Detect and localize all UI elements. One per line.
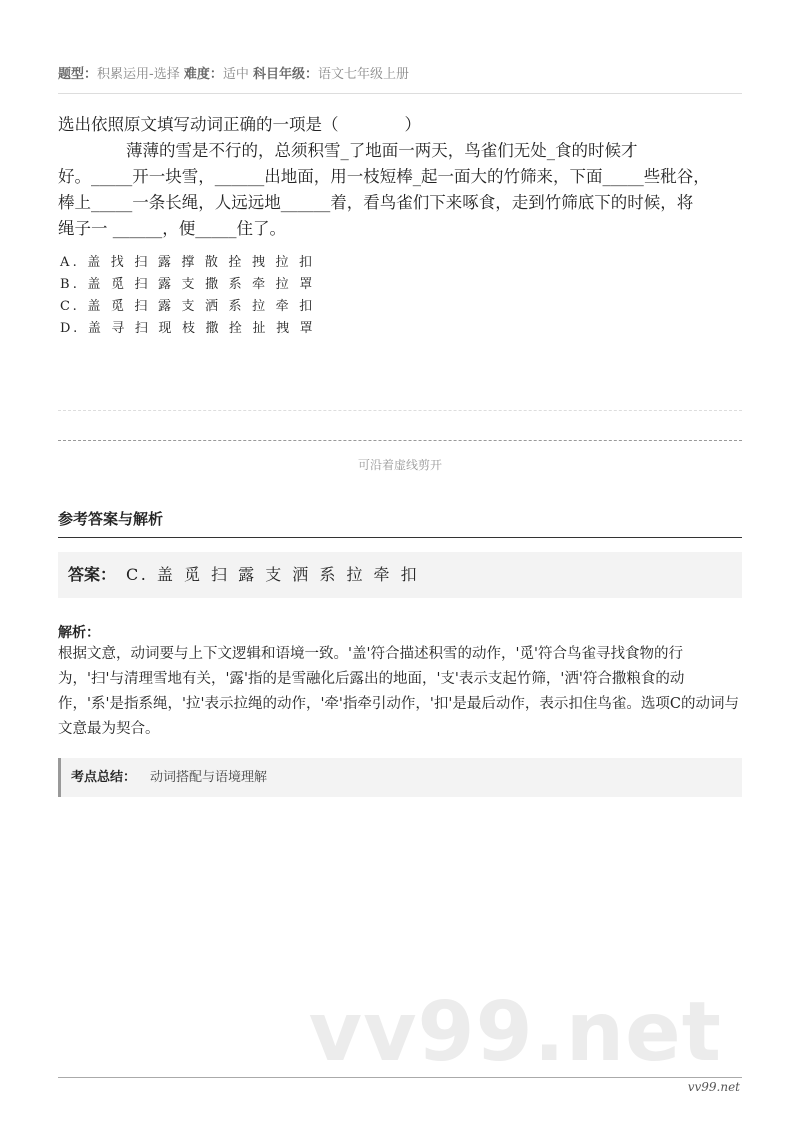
cut-line [58, 440, 742, 441]
watermark: vv99.net [308, 985, 722, 1080]
question [58, 112, 748, 242]
question-stem: 选出依照原文填写动词正确的一项是（ ） [58, 115, 421, 134]
summary-label: 考点总结： [71, 770, 137, 785]
option-a: A. 盖 找 扫 露 撑 散 拴 拽 拉 扣 [60, 255, 316, 270]
grade-label: 科目年级： [253, 67, 319, 82]
option-d: D. 盖 寻 扫 现 枝 撒 拴 扯 拽 罩 [60, 321, 316, 336]
analysis-label: 解析： [58, 625, 100, 641]
type-value: 积累运用-选择 [97, 67, 180, 82]
options-list [60, 252, 316, 340]
option-b: B. 盖 觅 扫 露 支 撒 系 牵 拉 罩 [60, 277, 316, 292]
difficulty-value: 适中 [222, 67, 249, 82]
answer-value: C. 盖 觅 扫 露 支 洒 系 拉 牵 扣 [126, 565, 420, 584]
summary-box [58, 758, 742, 797]
question-meta [58, 63, 409, 82]
analysis-text: 根据文意，动词要与上下文逻辑和语境一致。'盖'符合描述积雪的动作，'觅'符合鸟雀寻找食物的行为，'扫'与清理雪地有关，'露'指的是雪融化后露出的地面，'支'表示支起竹筛，'洒'符合撒粮食的动作，'系'是指系绳，'拉'表示拉绳的动作，'牵'指牵引动作，'扣'是最后动作，表示扣住鸟雀。选项C的动词与文意最为契合。 [58, 646, 739, 737]
answer-label: 答案： [68, 565, 117, 584]
passage-line: 棒上_____一条长绳，人远远地______着，看鸟雀们下来啄食，走到竹筛底下的时候，将 [58, 193, 694, 212]
cut-hint: 可沿着虚线剪开 [357, 458, 442, 472]
option-c: C. 盖 觅 扫 露 支 洒 系 拉 牵 扣 [60, 299, 316, 314]
footer-text: vv99.net [687, 1080, 740, 1094]
divider [58, 93, 742, 94]
passage-line: 好。_____开一块雪，______出地面，用一枝短棒_起一面大的竹筛来，下面_____些秕谷， [58, 167, 710, 186]
answer-box [58, 552, 742, 598]
summary-value: 动词搭配与语境理解 [150, 770, 268, 785]
passage-line: 薄薄的雪是不行的，总须积雪_了地面一两天，鸟雀们无处_食的时候才 [126, 141, 638, 160]
footer-divider [58, 1077, 742, 1078]
type-label: 题型： [58, 67, 98, 82]
grade-value: 语文七年级上册 [318, 67, 410, 82]
difficulty-label: 难度： [183, 67, 223, 82]
passage-line: 绳子一 ______，便_____住了。 [58, 219, 286, 238]
dashed-divider [58, 410, 742, 411]
answer-section-title: 参考答案与解析 [58, 508, 742, 538]
